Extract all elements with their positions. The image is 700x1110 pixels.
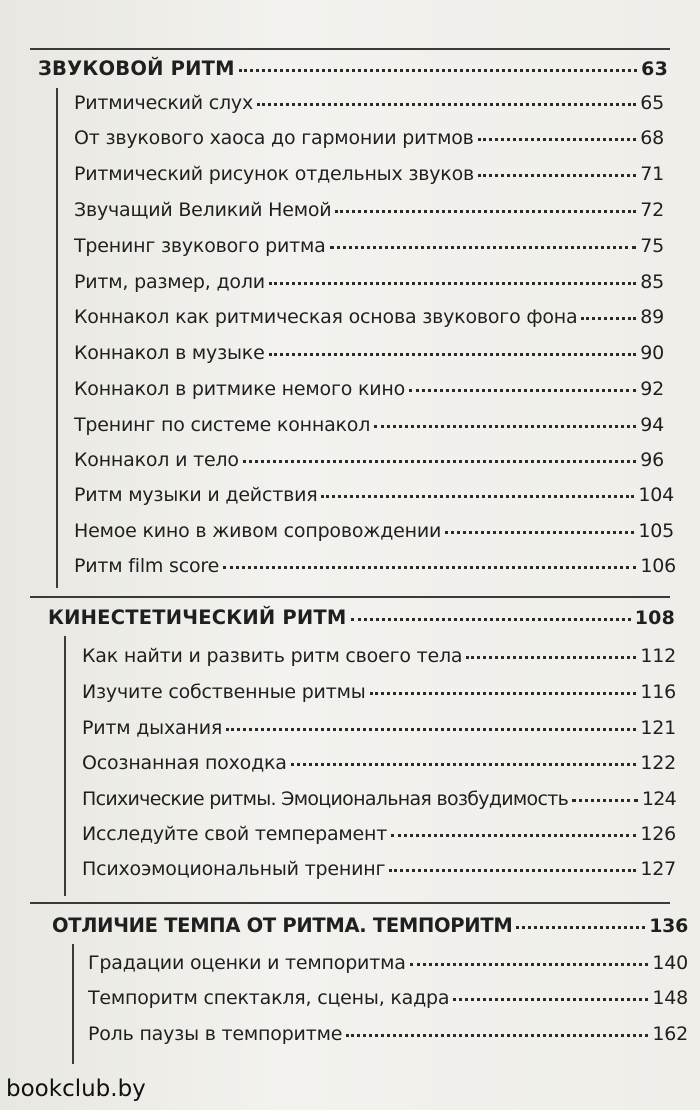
- item-title: Тренинг звукового ритма: [74, 235, 326, 257]
- page-number: 108: [634, 607, 675, 629]
- page-number: 121: [640, 717, 676, 739]
- section-divider: [30, 48, 670, 50]
- item-title: Роль паузы в темпоритме: [88, 1023, 343, 1045]
- toc-item[interactable]: [82, 717, 676, 739]
- leader-dots: [478, 174, 636, 177]
- leader-dots: [226, 728, 636, 731]
- leader-dots: [391, 834, 636, 837]
- leader-dots: [478, 138, 637, 141]
- item-title: Коннакол в ритмике немого кино: [74, 378, 406, 400]
- section-divider: [30, 596, 670, 598]
- toc-item[interactable]: [82, 788, 676, 810]
- item-title: Изучите собственные ритмы: [82, 681, 366, 703]
- leader-dots: [223, 566, 636, 569]
- section-bracket: [64, 636, 66, 896]
- toc-item[interactable]: [82, 823, 676, 845]
- toc-item[interactable]: [88, 987, 688, 1009]
- toc-item[interactable]: [74, 414, 664, 436]
- toc-item[interactable]: [88, 952, 688, 974]
- leader-dots: [291, 763, 637, 766]
- item-title: Исследуйте свой темперамент: [82, 823, 388, 845]
- page-number: 136: [649, 915, 688, 937]
- watermark: bookclub.by: [6, 1076, 146, 1102]
- section-divider: [30, 902, 670, 904]
- page-number: 75: [640, 235, 664, 257]
- leader-dots: [239, 69, 637, 72]
- toc-item[interactable]: [74, 342, 664, 364]
- toc-section[interactable]: [38, 57, 668, 80]
- leader-dots: [409, 389, 636, 392]
- page-number: 85: [640, 271, 664, 293]
- page-number: 104: [638, 484, 674, 506]
- toc-section[interactable]: [52, 914, 688, 937]
- leader-dots: [321, 495, 634, 498]
- leader-dots: [335, 210, 636, 213]
- page-number: 148: [652, 987, 688, 1009]
- toc-item[interactable]: [74, 555, 676, 577]
- page-number: 68: [640, 127, 664, 149]
- toc-item[interactable]: [88, 1023, 688, 1045]
- toc-item[interactable]: [74, 520, 674, 542]
- item-title: Ритмический слух: [74, 92, 254, 114]
- leader-dots: [243, 460, 636, 463]
- toc-item[interactable]: [82, 681, 676, 703]
- leader-dots: [466, 656, 636, 659]
- leader-dots: [374, 425, 636, 428]
- leader-dots: [257, 103, 636, 106]
- leader-dots: [389, 869, 636, 872]
- toc-item[interactable]: [74, 271, 664, 293]
- toc-item[interactable]: [82, 752, 676, 774]
- page-number: 96: [640, 449, 664, 471]
- item-title: Звучащий Великий Немой: [74, 199, 332, 221]
- leader-dots: [351, 618, 631, 621]
- leader-dots: [410, 963, 649, 966]
- section-bracket: [72, 944, 74, 1064]
- item-title: Ритм музыки и действия: [74, 484, 318, 506]
- item-title: Ритмический рисунок отдельных звуков: [74, 163, 475, 185]
- page-number: 127: [640, 858, 676, 880]
- item-title: Ритм, размер, доли: [74, 271, 265, 293]
- item-title: Коннакол и тело: [74, 449, 239, 471]
- toc-item[interactable]: [74, 378, 664, 400]
- leader-dots: [269, 353, 637, 356]
- item-title: Ритм дыхания: [82, 717, 223, 739]
- page-number: 124: [641, 788, 676, 810]
- toc-item[interactable]: [74, 92, 664, 114]
- item-title: Психические ритмы. Эмоциональная возбудимость: [82, 788, 569, 810]
- page-number: 116: [640, 681, 676, 703]
- leader-dots: [572, 799, 638, 802]
- toc-item[interactable]: [82, 645, 676, 667]
- page-number: 105: [638, 520, 674, 542]
- page-number: 106: [640, 555, 676, 577]
- section-title: ЗВУКОВОЙ РИТМ: [38, 57, 235, 80]
- toc-item[interactable]: [74, 199, 664, 221]
- item-title: Темпоритм спектакля, сцены, кадра: [88, 987, 450, 1009]
- leader-dots: [269, 282, 636, 285]
- page-number: 162: [652, 1023, 688, 1045]
- page-number: 112: [640, 645, 676, 667]
- toc-item[interactable]: [74, 449, 664, 471]
- toc-item[interactable]: [74, 306, 664, 328]
- item-title: Градации оценки и темпоритма: [88, 952, 406, 974]
- toc-item[interactable]: [74, 163, 664, 185]
- toc-item[interactable]: [74, 127, 664, 149]
- page-number: 90: [640, 342, 664, 364]
- leader-dots: [581, 317, 636, 320]
- page-number: 126: [640, 823, 676, 845]
- leader-dots: [370, 692, 637, 695]
- item-title: Тренинг по системе коннакол: [74, 414, 371, 436]
- page-number: 72: [640, 199, 664, 221]
- page-number: 122: [640, 752, 676, 774]
- toc-section[interactable]: [48, 606, 675, 629]
- item-title: Немое кино в живом сопровождении: [74, 520, 442, 542]
- item-title: Ритм film score: [74, 555, 220, 577]
- item-title: Коннакол в музыке: [74, 342, 265, 364]
- toc-item[interactable]: [74, 235, 664, 257]
- page-number: 63: [641, 58, 668, 80]
- section-bracket: [56, 88, 58, 588]
- item-title: Психоэмоциональный тренинг: [82, 858, 386, 880]
- leader-dots: [516, 926, 645, 929]
- section-title: ОТЛИЧИЕ ТЕМПА ОТ РИТМА. ТЕМПОРИТМ: [52, 914, 513, 937]
- leader-dots: [453, 998, 648, 1001]
- section-title: КИНЕСТЕТИЧЕСКИЙ РИТМ: [48, 606, 347, 629]
- page-number: 65: [640, 92, 664, 114]
- item-title: Как найти и развить ритм своего тела: [82, 645, 463, 667]
- leader-dots: [445, 531, 634, 534]
- item-title: Коннакол как ритмическая основа звукового фона: [74, 306, 578, 328]
- leader-dots: [346, 1034, 648, 1037]
- page-number: 71: [640, 163, 664, 185]
- leader-dots: [330, 246, 637, 249]
- toc-item[interactable]: [74, 484, 674, 506]
- toc-item[interactable]: [82, 858, 676, 880]
- item-title: Осознанная походка: [82, 752, 287, 774]
- page-number: 94: [640, 414, 664, 436]
- page-number: 89: [640, 306, 664, 328]
- item-title: От звукового хаоса до гармонии ритмов: [74, 127, 474, 149]
- page-number: 92: [640, 378, 664, 400]
- page-number: 140: [652, 952, 688, 974]
